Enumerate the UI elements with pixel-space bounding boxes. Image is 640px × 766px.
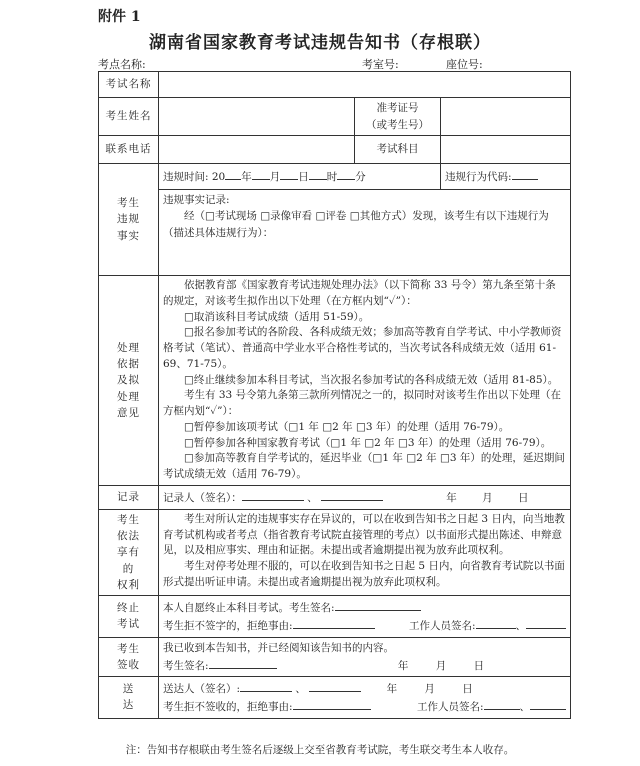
- attachment-label: 附件 1: [98, 9, 141, 25]
- violation-code: 违规行为代码:: [441, 164, 571, 190]
- exam-name-field[interactable]: [159, 72, 571, 98]
- ticket-number-field[interactable]: [441, 98, 571, 136]
- ticket-number-label: 准考证号 （或考生号）: [355, 98, 441, 136]
- subject-field[interactable]: [441, 136, 571, 164]
- receipt-section: 我已收到本告知书，并已经阅知该告知书的内容。 考生签名: 年 月 日: [159, 637, 571, 677]
- exam-name-label: 考试名称: [99, 72, 159, 98]
- option-terminate[interactable]: □终止继续参加本科目考试，当次报名参加考试的各科成绩无效（适用 81-85）。: [184, 373, 559, 386]
- rights-text: 考生对所认定的违规事实存在异议的，可以在收到告知书之日起 3 日内，向当地教育考试机构或者考点（指省教育考试院直接管理的考点）以书面形式提出陈述、申辩意见，以及相应事实、理由和证据。未提出或者逾期提出视为放弃此项权利。 考生对停考处理不服的，可以在收到告知书之日起 5 日内，向省教育考试院以书面形式提出听证申请。未提出或者逾期提出视为放弃此项权利。: [159, 509, 571, 595]
- terminate-section: [159, 596, 571, 638]
- footer-note: 注：告知书存根联由考生签名后逐级上交至省教育考试院，考生联交考生本人收存。: [125, 744, 515, 756]
- receipt-signature[interactable]: 考生签名: 年 月 日: [163, 656, 566, 674]
- handling-label: 处理 依据 及拟 处理 意见: [99, 276, 159, 486]
- option-invalidate-all[interactable]: □报名参加考试的各阶段、各科成绩无效；参加高等教育自学考试、中小学教师资格考试（笔试）、普通高中学业水平合格性考试的，当次考试各科成绩无效（适用 61-69、71-75）。: [163, 326, 562, 370]
- violation-record[interactable]: 违规事实记录: 经（□考试现场 □录像审看 □评卷 □其他方式）发现，该考生有以下违规行为（描述具体违规行为）：: [159, 190, 571, 276]
- candidate-name-label: 考生姓名: [99, 98, 159, 136]
- document-title: 湖南省国家教育考试违规告知书（存根联）: [149, 33, 491, 53]
- terminate-staff-signature[interactable]: 工作人员签名: 、: [409, 616, 566, 634]
- rights-label: 考生 依法 享有 的 权利: [99, 509, 159, 595]
- subject-label: 考试科目: [355, 136, 441, 164]
- violation-form: [98, 71, 571, 719]
- phone-label: 联系电话: [99, 136, 159, 164]
- option-delay-graduation[interactable]: □参加高等教育自学考试的，延迟毕业（□1 年 □2 年 □3 年）的处理，延迟期间考试成绩无效（适用 76-79）。: [163, 452, 565, 480]
- recorder-signature[interactable]: 记录人（签名）： 、 年 月 日: [159, 485, 571, 509]
- option-cancel-subject[interactable]: □取消该科目考试成绩（适用 51-59）。: [184, 310, 370, 323]
- delivery-staff-signature[interactable]: 工作人员签名: 、: [417, 697, 566, 715]
- handling-opinion: 依据教育部《国家教育考试违规处理办法》（以下简称 33 号令）第九条至第十条的规定，对该考生拟作出以下处理（在方框内划“✓”）： □取消该科目考试成绩（适用 51-59）。 □报名参加考试的各阶段、各科成绩无效；参加高等教育自学考试、中小学教师资格考试（笔试）、普通高中学业水平合格性考试的，当次考试各科成绩无效（适用 61-69、71-75）。 □终止继续参加本科目考试，当次报名参加考试的各科成绩无效（适用 81-85）。 考生有 33 号令第九条第三款所列情况之一的，拟同时对该考生作出以下处理（在方框内划“✓”）： □暂停参加该项考试（□1 年 □2 年 □3 年）的处理（适用 76-79）。 □暂停参加各种国家教育考试（□1 年 □2 年 □3 年）的处理（适用 76-79）。 □参加高等教育自学考试的，延迟毕业（□1 年 □2 年 □3 年）的处理，延迟期间考试成绩无效（适用 76-79）。: [159, 276, 571, 486]
- terminate-refusal[interactable]: 考生拒不签字的，拒绝事由:: [163, 616, 375, 634]
- seat-number-label: 座位号:: [446, 58, 483, 71]
- delivery-section: [159, 677, 571, 719]
- option-suspend-exam[interactable]: □暂停参加该项考试（□1 年 □2 年 □3 年）的处理（适用 76-79）。: [184, 420, 510, 433]
- violation-facts-label: 考生 违规 事实: [99, 164, 159, 276]
- exam-site-label: 考点名称:: [98, 58, 146, 71]
- violation-time: 违规时间: 20 年 月 日 时 分: [159, 164, 441, 190]
- exam-room-label: 考室号:: [362, 58, 399, 71]
- terminate-signature[interactable]: 本人自愿终止本科目考试。考生签名:: [163, 598, 566, 616]
- delivery-refusal[interactable]: 考生拒不签收的，拒绝事由:: [163, 697, 371, 715]
- delivery-label: 送 达: [99, 677, 159, 719]
- deliverer-signature[interactable]: 送达人（签名）: 、 年 月 日: [163, 679, 566, 697]
- terminate-label: 终止 考试: [99, 596, 159, 638]
- option-suspend-national[interactable]: □暂停参加各种国家教育考试（□1 年 □2 年 □3 年）的处理（适用 76-79）。: [184, 436, 552, 449]
- candidate-name-field[interactable]: [159, 98, 355, 136]
- receipt-label: 考生 签收: [99, 637, 159, 677]
- record-label: 记录: [99, 485, 159, 509]
- phone-field[interactable]: [159, 136, 355, 164]
